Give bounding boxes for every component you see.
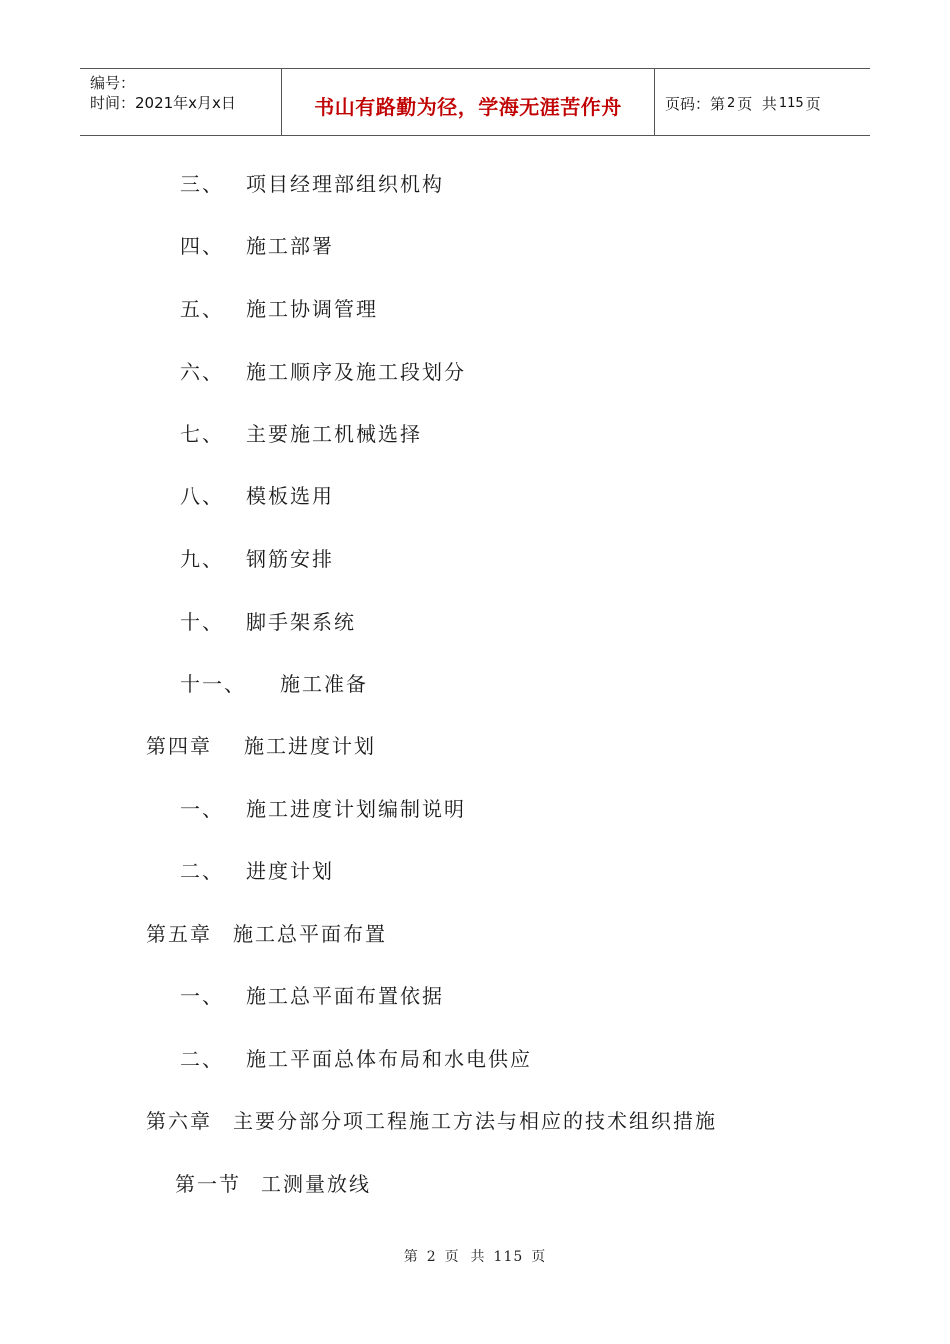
toc-item-text: 钢筋安排 — [246, 547, 334, 571]
toc-chapter — [146, 734, 376, 758]
toc-item — [180, 234, 334, 258]
toc-item-text: 主要施工机械选择 — [246, 422, 422, 446]
page-total: 115 — [778, 95, 804, 111]
toc-item-text: 进度计划 — [246, 859, 334, 883]
page-header — [80, 68, 870, 136]
toc-section — [175, 1172, 371, 1196]
toc-item-number: 九、 — [180, 547, 224, 571]
toc-item-text: 脚手架系统 — [246, 610, 356, 634]
toc-item-number: 三、 — [180, 172, 224, 196]
toc-chapter-text: 施工进度计划 — [244, 734, 376, 758]
toc-item — [180, 859, 334, 883]
footer-suffix: 页 — [531, 1249, 547, 1265]
toc-item-number: 八、 — [180, 484, 224, 508]
toc-item-number: 七、 — [180, 422, 224, 446]
toc-section-number: 第一节 — [175, 1172, 241, 1196]
toc-item-number: 五、 — [180, 297, 224, 321]
footer-current: 2 — [426, 1249, 437, 1265]
toc-chapter-text: 主要分部分项工程施工方法与相应的技术组织措施 — [233, 1109, 717, 1133]
toc-item — [180, 797, 466, 821]
toc-item-text: 施工协调管理 — [246, 297, 378, 321]
toc-item-text: 施工顺序及施工段划分 — [246, 360, 466, 384]
toc-item — [180, 1047, 532, 1071]
toc-chapter-number: 第六章 — [146, 1109, 212, 1133]
toc-item — [180, 422, 422, 446]
toc-item — [180, 610, 356, 634]
page-label-suffix: 页 — [805, 94, 821, 113]
toc-item-number: 一、 — [180, 984, 224, 1008]
toc-chapter — [146, 922, 387, 946]
toc-chapter-text: 施工总平面布置 — [233, 922, 387, 946]
toc-item — [180, 547, 334, 571]
header-motto: 书山有路勤为径，学海无涯苦作舟 — [282, 69, 655, 135]
toc-item-number: 十、 — [180, 610, 224, 634]
toc-item-number: 二、 — [180, 1047, 224, 1071]
toc-item — [180, 984, 444, 1008]
toc-item-text: 模板选用 — [246, 484, 334, 508]
footer-total: 115 — [493, 1249, 524, 1265]
header-meta — [80, 69, 282, 135]
number-label: 编号： — [90, 74, 136, 92]
time-label: 时间：2021年x月x日 — [90, 94, 236, 112]
toc-chapter-number: 第五章 — [146, 922, 212, 946]
toc-item-text: 施工总平面布置依据 — [246, 984, 444, 1008]
page-footer — [0, 1246, 950, 1266]
toc-chapter — [146, 1109, 717, 1133]
toc-chapter-number: 第四章 — [146, 734, 212, 758]
footer-prefix: 第 — [403, 1249, 419, 1265]
toc-item-text: 项目经理部组织机构 — [246, 172, 444, 196]
header-page-number — [655, 69, 870, 135]
toc-item-number: 六、 — [180, 360, 224, 384]
toc-item-number: 十一、 — [180, 672, 246, 696]
toc-item — [180, 297, 378, 321]
toc-item-number: 二、 — [180, 859, 224, 883]
page-label-mid: 页 共 — [737, 94, 777, 113]
toc-item — [180, 672, 368, 696]
toc-item-text: 施工进度计划编制说明 — [246, 797, 466, 821]
toc-item-number: 一、 — [180, 797, 224, 821]
toc-item-number: 四、 — [180, 234, 224, 258]
toc-item — [180, 172, 444, 196]
toc-item-text: 施工平面总体布局和水电供应 — [246, 1047, 532, 1071]
page-label-prefix: 页码：第 — [665, 94, 726, 113]
toc-item — [180, 484, 334, 508]
toc-section-text: 工测量放线 — [261, 1172, 371, 1196]
page-current: 2 — [727, 95, 736, 111]
footer-mid: 页 共 — [444, 1249, 486, 1265]
toc-item-text: 施工部署 — [246, 234, 334, 258]
toc-item — [180, 360, 466, 384]
toc-item-text: 施工准备 — [280, 672, 368, 696]
